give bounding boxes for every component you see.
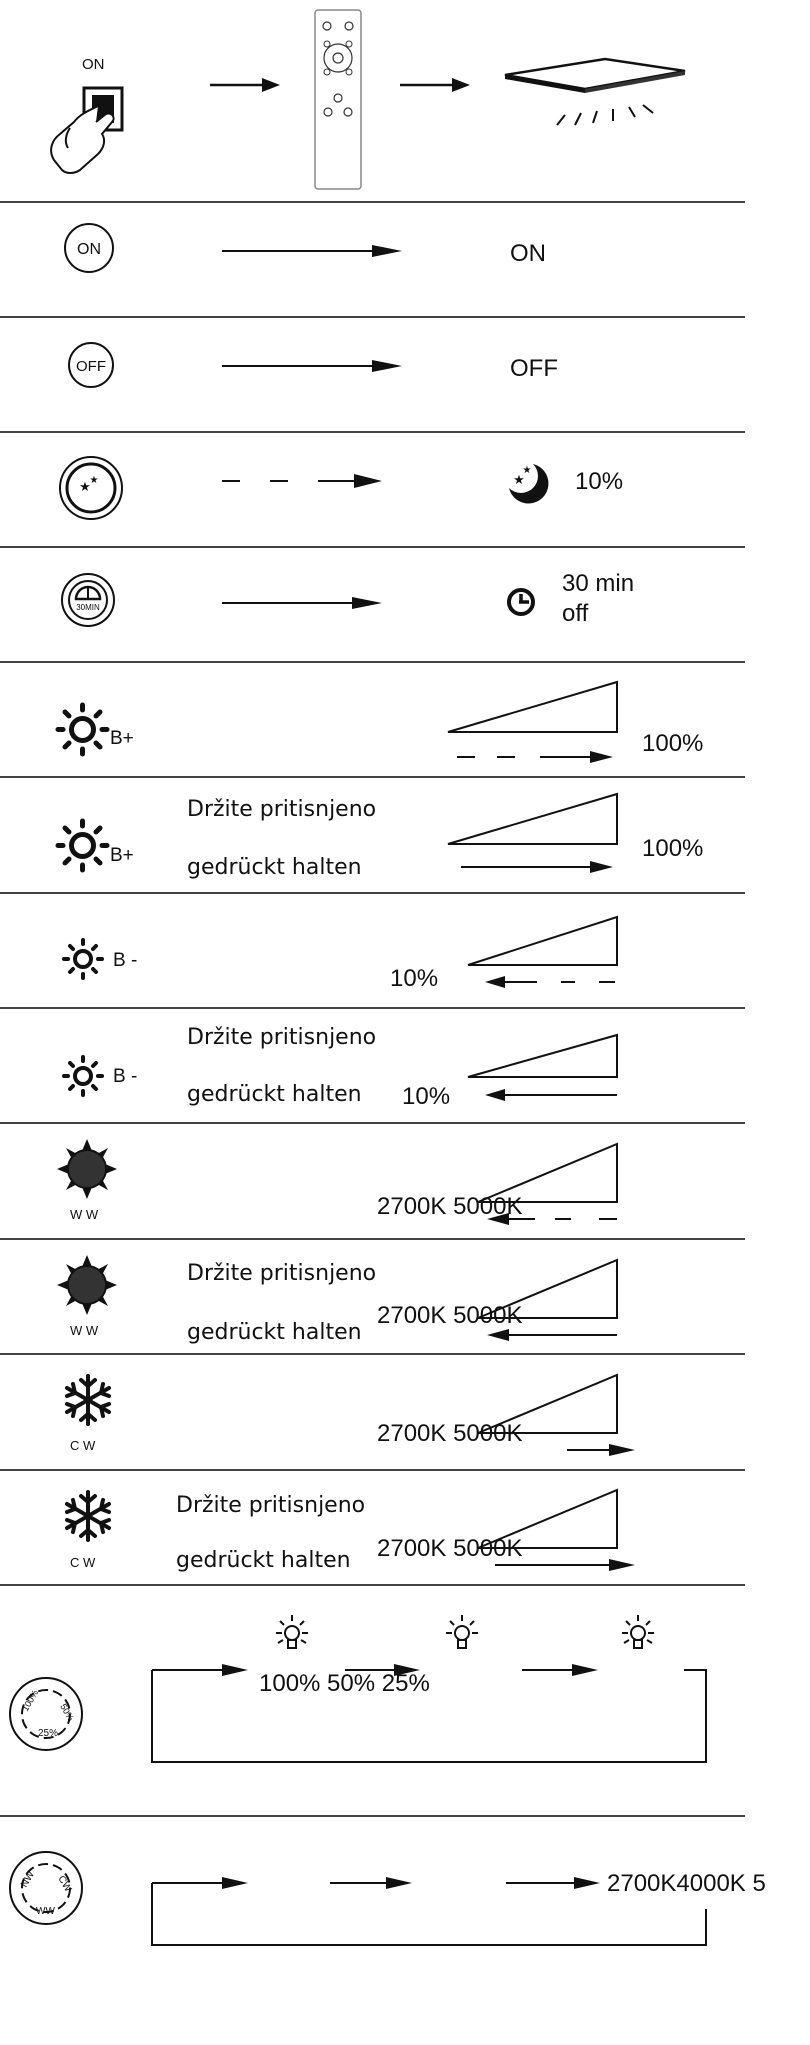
result-timer-line1: 30 min — [562, 570, 635, 597]
hold-instruction-hr: Držite pritisnjeno — [187, 797, 377, 822]
snowflake-icon — [62, 1374, 114, 1426]
divider — [0, 1584, 745, 1586]
on-button-icon — [63, 222, 115, 274]
result-brightness-up-tap: 100% — [642, 730, 704, 757]
cycle-loop-arrows-icon — [150, 1660, 710, 1770]
timer-button-icon — [60, 572, 116, 628]
ramp-up-icon — [475, 1373, 645, 1463]
remote-control-icon — [313, 8, 363, 191]
sun-small-icon — [62, 1055, 104, 1097]
divider — [0, 892, 745, 894]
hold-instruction-hr: Držite pritisnjeno — [187, 1025, 377, 1050]
filled-sun-icon — [55, 1137, 119, 1201]
result-brightness-down-tap: 10% — [390, 965, 439, 992]
ramp-up-icon — [445, 680, 625, 780]
ramp-up-icon — [465, 915, 625, 1005]
result-night: 10% — [575, 468, 624, 495]
result-cool-white-hold: 2700K 5000K — [377, 1535, 523, 1562]
result-on: ON — [510, 240, 546, 267]
arrow-icon — [400, 78, 470, 92]
hold-instruction-de: gedrückt halten — [187, 1320, 362, 1345]
cycle-label-cw: CW — [55, 1874, 74, 1894]
svg-text:★: ★ — [513, 472, 525, 487]
snowflake-icon — [62, 1490, 114, 1542]
divider — [0, 1353, 745, 1355]
hold-instruction-de: gedrückt halten — [176, 1548, 351, 1573]
ramp-up-icon — [475, 1488, 645, 1578]
cycle-label-ww: WW — [36, 1906, 55, 1917]
result-warm-white-hold: 2700K 5000K — [377, 1302, 523, 1329]
timer-button-label: 30MIN — [76, 603, 100, 612]
bulb-icon — [618, 1613, 658, 1655]
hold-instruction-hr: Držite pritisnjeno — [187, 1261, 377, 1286]
wall-switch-hand-icon — [40, 78, 130, 178]
divider — [0, 431, 745, 433]
result-timer-line2: off — [562, 600, 589, 627]
divider — [0, 1815, 745, 1817]
button-label: W W — [70, 1323, 99, 1338]
moon-stars-icon — [503, 458, 549, 504]
result-color-cycle: 2700K4000K 5 — [607, 1870, 766, 1897]
button-label: W W — [70, 1207, 99, 1222]
divider — [0, 201, 745, 203]
off-button-icon — [67, 341, 115, 389]
sun-icon — [55, 818, 110, 873]
switch-label: ON — [82, 56, 105, 73]
svg-text:★: ★ — [522, 465, 532, 476]
result-brightness-cycle: 100% 50% 25% — [259, 1670, 430, 1697]
divider — [0, 1007, 745, 1009]
brightness-cycle-button-icon — [8, 1676, 84, 1752]
result-warm-white-tap: 2700K 5000K — [377, 1193, 523, 1220]
night-mode-button-icon — [58, 455, 124, 521]
sun-small-icon — [62, 938, 104, 980]
off-button-label: OFF — [76, 358, 106, 375]
divider — [0, 1469, 745, 1471]
divider — [0, 546, 745, 548]
color-cycle-button-icon — [8, 1850, 84, 1926]
divider — [0, 316, 745, 318]
button-label: B+ — [110, 728, 134, 749]
button-label: C W — [70, 1555, 96, 1570]
result-off: OFF — [510, 355, 558, 382]
result-brightness-down-hold: 10% — [402, 1083, 451, 1110]
ramp-up-icon — [445, 792, 625, 892]
result-cool-white-tap: 2700K 5000K — [377, 1420, 523, 1447]
button-label: C W — [70, 1438, 96, 1453]
on-button-label: ON — [77, 241, 101, 258]
divider — [0, 1122, 745, 1124]
arrow-icon — [222, 245, 402, 257]
ceiling-panel-light-icon — [495, 45, 690, 125]
filled-sun-icon — [55, 1253, 119, 1317]
divider — [0, 1238, 745, 1240]
hold-instruction-hr: Držite pritisnjeno — [176, 1493, 366, 1518]
hold-instruction-de: gedrückt halten — [187, 1082, 362, 1107]
divider — [0, 776, 745, 778]
clock-icon — [505, 586, 537, 618]
button-label: B - — [113, 950, 138, 971]
button-label: B - — [113, 1066, 138, 1087]
ramp-up-icon — [465, 1033, 625, 1113]
arrow-icon — [222, 360, 402, 372]
cycle-label-100: 100% — [20, 1688, 41, 1713]
svg-text:★: ★ — [89, 475, 99, 486]
bulb-icon — [442, 1613, 482, 1655]
arrow-icon — [222, 597, 382, 609]
cycle-label-50: 50% — [58, 1702, 76, 1723]
divider — [0, 661, 745, 663]
dashed-arrow-icon — [222, 474, 382, 488]
svg-text:★: ★ — [79, 479, 91, 494]
result-brightness-up-hold: 100% — [642, 835, 704, 862]
hold-instruction-de: gedrückt halten — [187, 855, 362, 880]
arrow-icon — [210, 78, 280, 92]
cycle-label-25: 25% — [38, 1728, 59, 1739]
bulb-icon — [272, 1613, 312, 1655]
cycle-label-nw: NW — [19, 1869, 37, 1890]
sun-icon — [55, 702, 110, 757]
button-label: B+ — [110, 845, 134, 866]
